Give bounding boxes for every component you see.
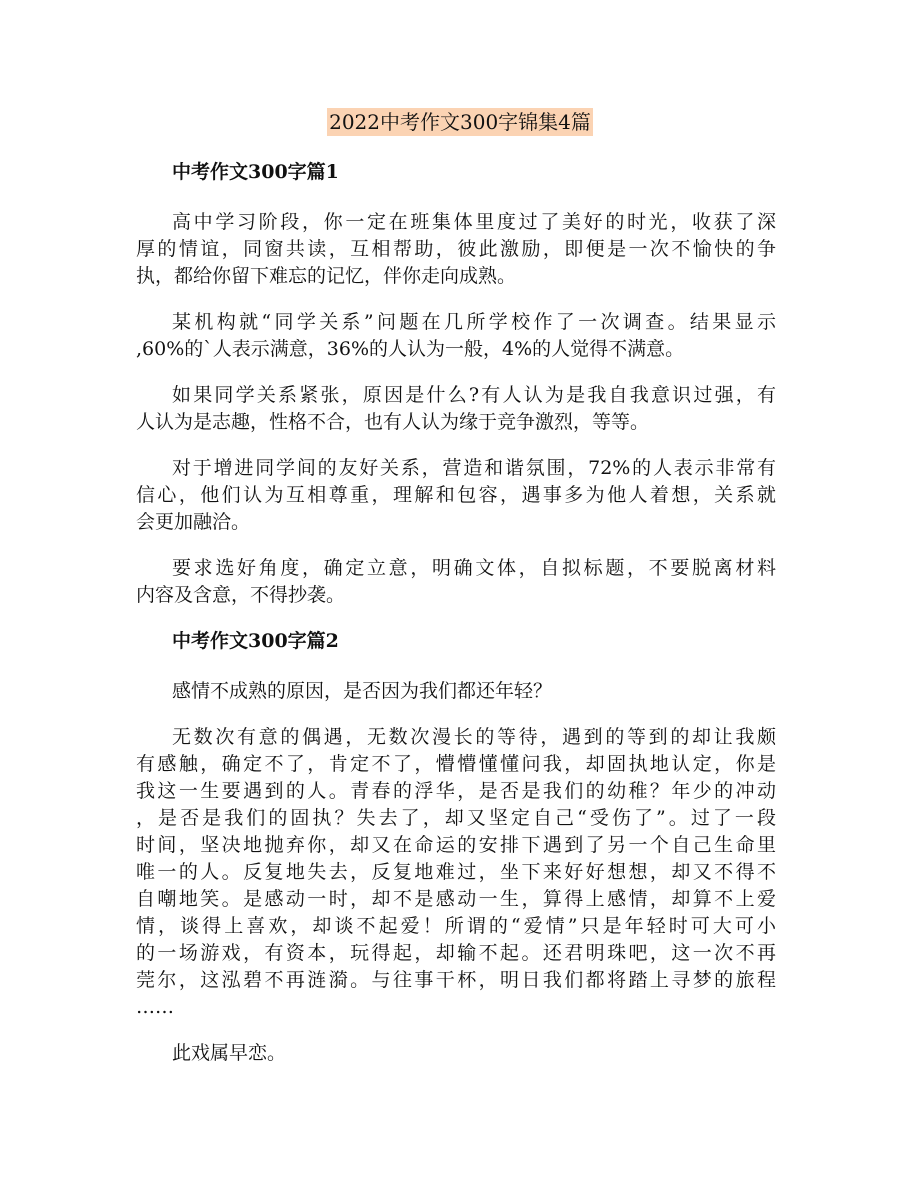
paragraph [136,309,776,363]
paragraph-line: 执，都给你留下难忘的记忆，伴你走向成熟。 [136,265,517,287]
paragraph [136,209,776,290]
paragraph-line: 对于增进同学间的友好关系，营造和谐氛围，72%的人表示非常有 [172,457,776,479]
paragraph [136,724,776,1021]
paragraph-line: 情，谈得上喜欢，却谈不起爱！所谓的“爱情”只是年轻时可大可小 [136,915,776,937]
document-body [136,159,776,1086]
paragraph-line: 我这一生要遇到的人。青春的浮华，是否是我们的幼稚？年少的冲动 [136,780,776,802]
paragraph [136,382,776,436]
paragraph [136,678,776,705]
paragraph-line: 如果同学关系紧张，原因是什么?有人认为是我自我意识过强，有 [172,384,776,406]
paragraph-line: 高中学习阶段，你一定在班集体里度过了美好的时光，收获了深 [172,211,776,233]
paragraph-line: 人认为是志趣，性格不合，也有人认为缘于竞争激烈，等等。 [136,411,650,433]
section-heading: 中考作文300字篇1 [172,161,339,183]
section-heading: 中考作文300字篇2 [172,630,339,652]
paragraph [136,455,776,536]
paragraph-line: 无数次有意的偶遇，无数次漫长的等待，遇到的等到的却让我颇 [172,726,776,748]
paragraph-line: 唯一的人。反复地失去，反复地难过，坐下来好好想想，却又不得不 [136,861,776,883]
paragraph-line: 信心，他们认为互相尊重，理解和包容，遇事多为他人着想，关系就 [136,484,776,506]
paragraph-line: 时间，坚决地抛弃你，却又在命运的安排下遇到了另一个自己生命里 [136,834,776,856]
paragraph-line: 内容及含意，不得抄袭。 [136,584,346,606]
paragraph-line: 此戏属早恋。 [172,1042,287,1064]
paragraph-line: 要求选好角度，确定立意，明确文体，自拟标题，不要脱离材料 [172,557,776,579]
paragraph-line: 的一场游戏，有资本，玩得起，却输不起。还君明珠吧，这一次不再 [136,942,776,964]
paragraph-line: ，是否是我们的固执？失去了，却又坚定自己“受伤了”。过了一段 [136,807,776,829]
paragraph [136,1040,776,1067]
document-title-text: 2022中考作文300字锦集4篇 [329,110,591,134]
paragraph-line: …… [136,996,174,1018]
paragraph-line: 感情不成熟的原因，是否因为我们都还年轻？ [172,680,553,702]
paragraph-line: 莞尔，这泓碧不再涟漪。与往事干杯，明日我们都将踏上寻梦的旅程 [136,969,776,991]
paragraph-line: 会更加融洽。 [136,511,251,533]
document-title [0,108,920,136]
paragraph-line: 自嘲地笑。是感动一时，却不是感动一生，算得上感情，却算不上爱 [136,888,776,910]
paragraph-line: 某机构就“同学关系”问题在几所学校作了一次调查。结果显示 [172,311,776,333]
paragraph-line: 厚的情谊，同窗共读，互相帮助，彼此激励，即便是一次不愉快的争 [136,238,776,260]
paragraph [136,555,776,609]
paragraph-line: ,60%的`人表示满意，36%的人认为一般，4%的人觉得不满意。 [136,338,685,360]
paragraph-line: 有感触，确定不了，肯定不了，懵懵懂懂问我，却固执地认定，你是 [136,753,776,775]
